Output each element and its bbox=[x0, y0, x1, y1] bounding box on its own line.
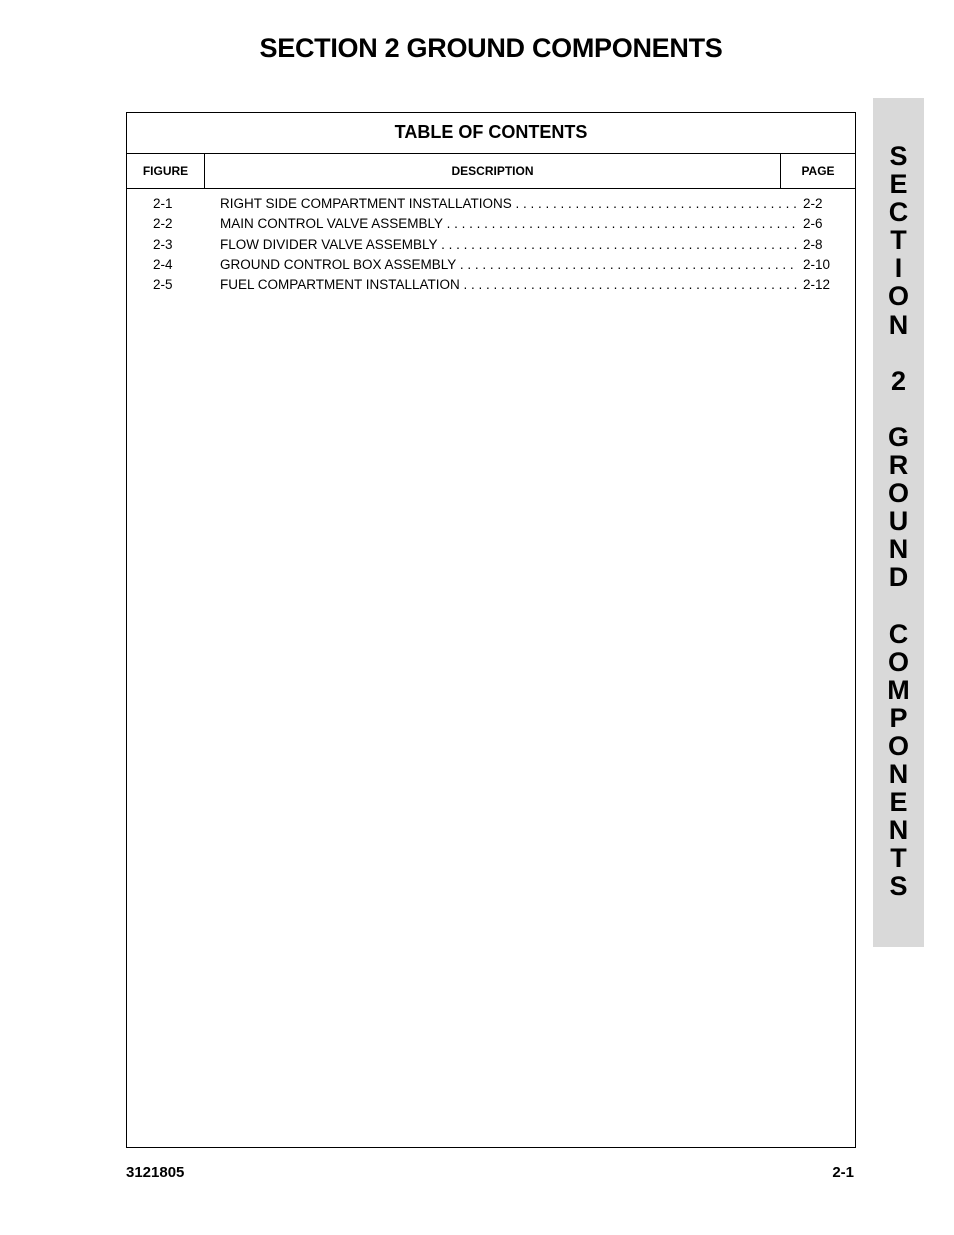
toc-entry[interactable] bbox=[127, 214, 855, 234]
entry-page: 2-12 bbox=[803, 277, 831, 293]
entry-description: FUEL COMPARTMENT INSTALLATION . . . bbox=[220, 275, 798, 295]
page-title: SECTION 2 GROUND COMPONENTS bbox=[259, 33, 723, 63]
document-number: 3121805 bbox=[126, 1164, 185, 1181]
toc-entry[interactable] bbox=[127, 235, 855, 255]
table-of-contents bbox=[126, 112, 856, 1148]
toc-column-headers bbox=[127, 154, 855, 189]
entry-description: FLOW DIVIDER VALVE ASSEMBLY . . . bbox=[220, 235, 798, 255]
section-side-tab bbox=[873, 98, 924, 947]
toc-entry[interactable] bbox=[127, 255, 855, 275]
entry-page: 2-6 bbox=[803, 216, 823, 232]
entry-page: 2-2 bbox=[803, 196, 823, 211]
toc-heading: TABLE OF CONTENTS bbox=[127, 113, 855, 154]
page-number: 2-1 bbox=[832, 1164, 854, 1181]
column-header-figure: FIGURE bbox=[127, 154, 205, 188]
entry-figure: 2-1 bbox=[153, 196, 173, 211]
toc-entry[interactable] bbox=[127, 194, 855, 214]
entry-description: GROUND CONTROL BOX ASSEMBLY . . . bbox=[220, 255, 798, 275]
entry-description: RIGHT SIDE COMPARTMENT INSTALLATIONS . . . bbox=[220, 194, 798, 214]
entry-figure: 2-2 bbox=[153, 216, 173, 232]
side-tab-label: S E C T I O N 2 G R O U N D C O M P O N E N T S bbox=[887, 141, 910, 902]
entry-page: 2-10 bbox=[803, 256, 831, 272]
entry-description: MAIN CONTROL VALVE ASSEMBLY . . . bbox=[220, 214, 798, 234]
entry-figure: 2-3 bbox=[153, 236, 173, 252]
toc-entry[interactable] bbox=[127, 275, 855, 295]
toc-entries bbox=[127, 189, 855, 295]
column-header-page: PAGE bbox=[801, 164, 835, 178]
entry-figure: 2-4 bbox=[153, 256, 173, 272]
entry-page: 2-8 bbox=[803, 236, 823, 252]
column-header-description: DESCRIPTION bbox=[205, 154, 781, 188]
entry-figure: 2-5 bbox=[153, 277, 173, 293]
